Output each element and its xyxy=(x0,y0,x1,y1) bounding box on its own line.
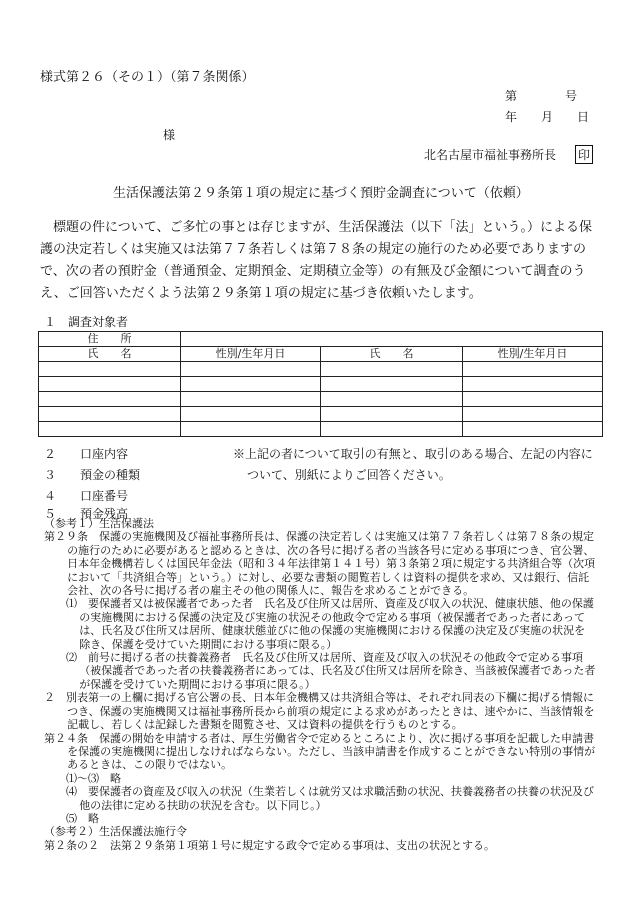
number-label: 第 号 xyxy=(505,89,578,103)
col-name-2: 氏 名 xyxy=(321,347,463,362)
ref-article-24-item4: ⑷ 要保護者の資産及び収入の状況（生業若しくは就労又は求職活動の状況、扶養義務者の扶養の状況及び他の法律に定める扶助の状況を含む。以下同じ。） xyxy=(66,785,594,812)
header-row xyxy=(39,347,603,362)
address-value[interactable] xyxy=(181,332,603,347)
item-deposit-type: ３ 預金の種類 xyxy=(44,468,141,482)
table-row xyxy=(39,362,603,377)
ref-article-29-para2: ２ 別表第一の上欄に掲げる官公署の長、日本年金機構又は共済組合等は、それぞれ同表の下欄に掲げる情報につき、保護の実施機関又は福祉事務所長から前項の規定による求めがあったときは、速やかに、当該情報を記載し、若しくは記録した書類を閲覧させ、又は資料の提供を行うものとする。 xyxy=(44,691,595,732)
date-label: 年 月 日 xyxy=(505,110,590,124)
address-label: 住 所 xyxy=(39,332,181,347)
col-sexdob-2: 性別/生年月日 xyxy=(463,347,603,362)
table-row xyxy=(39,422,603,437)
table-row xyxy=(39,392,603,407)
col-sexdob-1: 性別/生年月日 xyxy=(181,347,321,362)
ref-heading-2: （参考２）生活保護法施行令 xyxy=(44,825,187,839)
ref-article-29-item1: ⑴ 要保護者又は被保護者であった者 氏名及び住所又は居所、資産及び収入の状況、健康状態、他の保護の実施機関における保護の決定及び実施の状況その他政令で定める事項（被保護者であった者にあっては、氏名及び住所又は居所、健康状態並びに他の保護の実施機関における保護の決定及び実施の状況を除き、保護を受けていた期間における事項に限る。） xyxy=(66,597,594,651)
address-row xyxy=(39,332,603,347)
ref-article-24-item5: ⑸ 略 xyxy=(66,811,99,825)
issuer-name: 北名古屋市福祉事務所長 xyxy=(424,148,557,162)
item-account-details: ２ 口座内容 xyxy=(44,447,129,461)
references-block xyxy=(44,517,596,852)
table-row xyxy=(39,377,603,392)
ref-heading-1: （参考１）生活保護法 xyxy=(44,517,154,530)
item-balance: ５ 預金残高 xyxy=(44,507,129,521)
col-name-1: 氏 名 xyxy=(39,347,181,362)
ref-article-29-item2: ⑵ 前号に掲げる者の扶養義務者 氏名及び住所又は居所、資産及び収入の状況その他政令で定める事項（被保護者であった者の扶養義務者にあっては、氏名及び住所又は居所を除き、当該被保護者であった者が保護を受けていた期間における事項に限る。） xyxy=(66,651,596,691)
seal-mark: 印 xyxy=(575,145,593,164)
table-row xyxy=(39,407,603,422)
note-line-1: ※上記の者について取引の有無と、取引のある場合、左記の内容に xyxy=(233,447,593,461)
note-line-2: ついて、別紙によりご回答ください。 xyxy=(247,468,451,482)
ref-order-article-2-2: 第２条の２ 法第２９条第１項第１号に規定する政令で定める事項は、支出の状況とする。 xyxy=(44,838,495,852)
ref-article-29: 第２９条 保護の実施機関及び福祉事務所長は、保護の決定若しくは実施又は第７７条若しくは第７８条の規定の施行のために必要があると認めるときは、次の各号に掲げる者の当該各号に定める事項につき、官公署、日本年金機構若しくは国民年金法（昭和３４年法律第１４１号）第３条第２項に規定する共済組合等（次項において「共済組合等」という。）に対し、必要な書類の閲覧若しくは資料の提供を求め、又は銀行、信託会社、次の各号に掲げる者の雇主その他の関係人に、報告を求めることができる。 xyxy=(44,530,596,598)
ref-article-24-items1-3: ⑴～⑶ 略 xyxy=(66,771,121,785)
subject-table xyxy=(38,331,603,437)
request-body: 標題の件について、ご多忙の事とは存じますが、生活保護法（以下「法」という。）による保護の決定若しくは実施又は法第７７条若しくは第７８条の規定の施行のため必要でありますので、次の者の預貯金（普通預金、定期預金、定期積立金等）の有無及び金額について調査のうえ、ご回答いただくよう法第２９条第１項の規定に基づき依頼いたします。 xyxy=(40,220,592,301)
form-id: 様式第２６（その１）（第７条関係） xyxy=(40,70,255,85)
ref-article-24: 第２４条 保護の開始を申請する者は、厚生労働省令で定めるところにより、次に掲げる事項を記載した申請書を保護の実施機関に提出しなければならない。ただし、当該申請書を作成することができない特別の事情があるときは、この限りではない。 xyxy=(44,731,596,772)
item-account-number: ４ 口座番号 xyxy=(44,489,129,503)
addressee-suffix: 様 xyxy=(163,128,176,142)
document-title: 生活保護法第２９条第１項の規定に基づく預貯金調査について（依頼） xyxy=(113,186,529,201)
section1-heading: １ 調査対象者 xyxy=(44,315,129,329)
